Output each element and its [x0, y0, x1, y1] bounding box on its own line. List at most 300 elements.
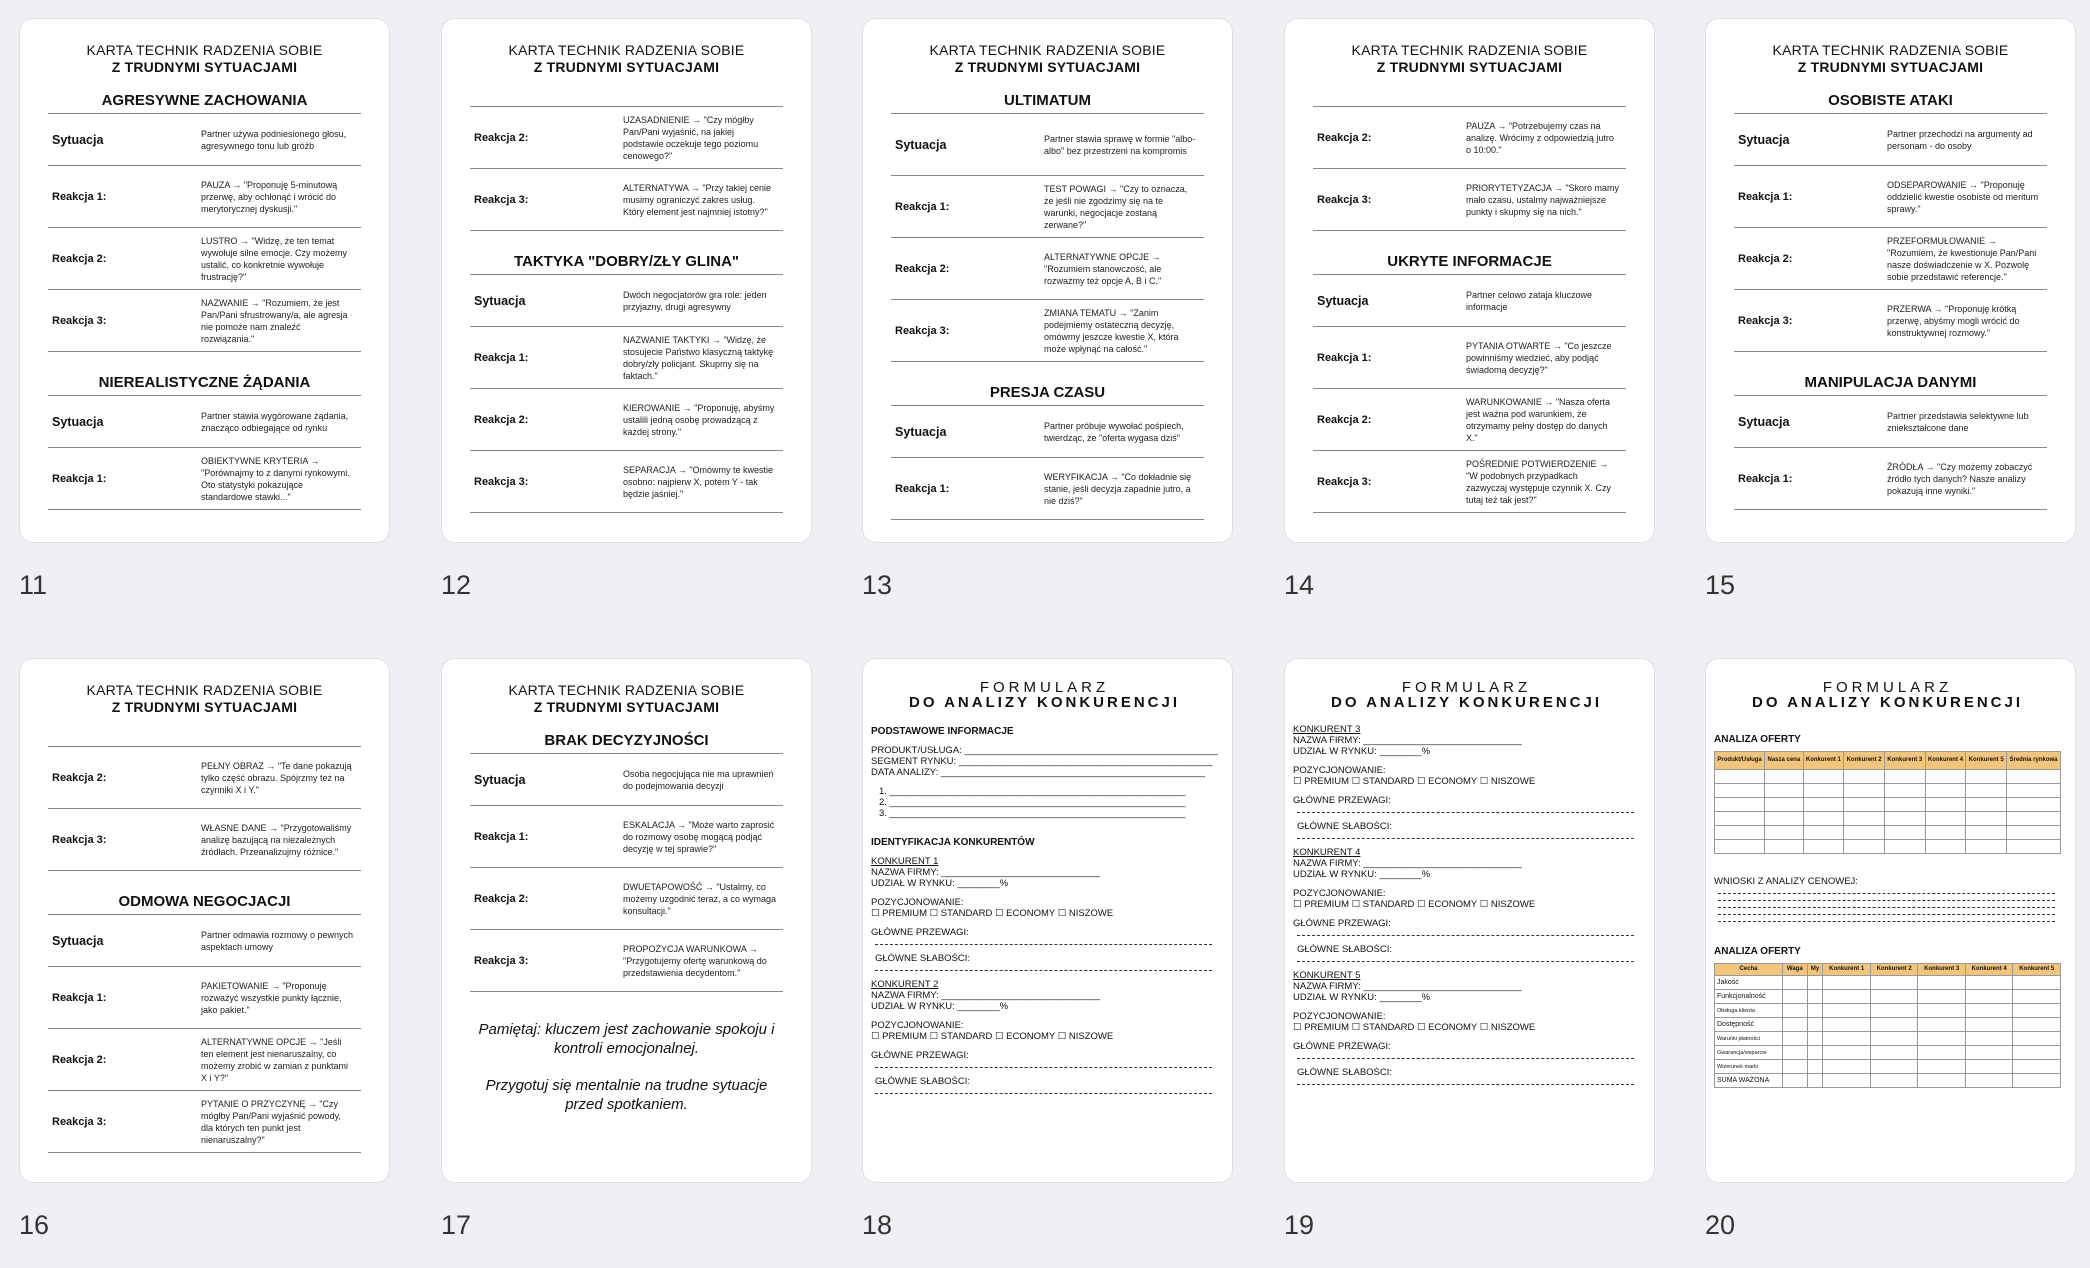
- row-label: Reakcja 1:: [1738, 472, 1793, 485]
- row-text: PAUZA → "Potrzebujemy czas na analizę. Wrócimy z odpowiedzią jutro o 10:00.": [1466, 120, 1614, 155]
- row-label: Reakcja 2:: [52, 771, 107, 784]
- table-cell[interactable]: [1844, 784, 1885, 798]
- row-label: Sytuacja: [1738, 132, 1790, 147]
- row-text: PRZEFORMUŁOWANIE → "Rozumiem, że kwestionuje Pan/Pani nasze doświadczenie w X. Pozwolę sobie przedstawić referencje.": [1887, 235, 2037, 282]
- strengths-field: [1297, 806, 1634, 813]
- table-cell[interactable]: [1803, 840, 1844, 854]
- row-text: NAZWANIE → "Rozumiem, że jest Pan/Pani sfrustrowany/a, ale agresja nie pomoże nam znaleźć rozwiązania.": [201, 297, 348, 344]
- page-thumbnail-19[interactable]: [1284, 658, 1655, 1183]
- positioning-options: ☐ PREMIUM ☐ STANDARD ☐ ECONOMY ☐ NISZOWE: [1293, 899, 1536, 910]
- firm-name-field: NAZWA FIRMY: ______________________________: [1293, 735, 1522, 746]
- table-cell[interactable]: [1823, 1018, 1871, 1032]
- technique-row: [48, 1029, 361, 1091]
- technique-row: [48, 1091, 361, 1153]
- page-thumbnail-12[interactable]: [441, 18, 812, 543]
- technique-row: [1734, 396, 2047, 448]
- competitor-block: [1293, 847, 1640, 962]
- header-line-1: KARTA TECHNIK RADZENIA SOBIE: [86, 42, 323, 58]
- technique-row: [470, 868, 783, 930]
- competitor-name: KONKURENT 1: [871, 856, 939, 867]
- table-header-cell: My: [1807, 964, 1823, 976]
- table-cell[interactable]: [1844, 826, 1885, 840]
- weaknesses-label: GŁÓWNE SŁABOŚCI:: [875, 1076, 971, 1087]
- table-cell[interactable]: [2007, 812, 2061, 826]
- row-text: ESKALACJA → "Może warto zaprosić do rozmowy osobę mogącą podjąć decyzję w tej sprawie?": [623, 819, 775, 854]
- form-title-2: DO ANALIZY KONKURENCJI: [1330, 694, 1602, 711]
- table-cell[interactable]: [1884, 840, 1925, 854]
- table-cell[interactable]: [1715, 798, 1765, 812]
- form-title-1: FORMULARZ: [979, 679, 1110, 696]
- section-title: AGRESYWNE ZACHOWANIA: [48, 92, 361, 114]
- section-title: ANALIZA OFERTY: [1714, 734, 1801, 745]
- row-text: TEST POWAGI → "Czy to oznacza, że jeśli nie zgodzimy się na te warunki, negocjacje zostaną zerwane?": [1044, 183, 1188, 230]
- table-cell[interactable]: [1823, 1046, 1871, 1060]
- table-cell[interactable]: [1803, 812, 1844, 826]
- table-cell[interactable]: [1884, 784, 1925, 798]
- table-row: [1715, 1074, 2061, 1088]
- technique-row: [48, 290, 361, 352]
- table-row: [1715, 784, 2061, 798]
- strengths-label: GŁÓWNE PRZEWAGI:: [871, 927, 969, 938]
- header-line-1: KARTA TECHNIK RADZENIA SOBIE: [508, 42, 745, 58]
- table-cell[interactable]: [1844, 798, 1885, 812]
- market-share-field: UDZIAŁ W RYNKU: ________%: [1293, 869, 1431, 880]
- table-row: [1715, 1060, 2061, 1074]
- table-header-cell: Konkurent 2: [1844, 752, 1885, 770]
- table-cell[interactable]: [1965, 1032, 2013, 1046]
- page-thumbnail-15[interactable]: [1705, 18, 2076, 543]
- strengths-field: [1297, 929, 1634, 936]
- product-field: PRODUKT/USŁUGA: ________________________________________________: [871, 745, 1218, 756]
- feature-name: Wizerunek marki: [1715, 1060, 1783, 1074]
- table-cell[interactable]: [1918, 1060, 1966, 1074]
- table-cell[interactable]: [1715, 840, 1765, 854]
- row-label: Reakcja 1:: [52, 991, 107, 1004]
- table-cell[interactable]: [1844, 840, 1885, 854]
- table-cell[interactable]: [1966, 812, 2007, 826]
- row-text: PRIORYTETYZACJA → "Skoro mamy mało czasu, ustalmy najważniejsze punkty i skupmy się na nich.": [1466, 182, 1620, 217]
- table-cell[interactable]: [1807, 1074, 1823, 1088]
- row-label: Reakcja 2:: [1738, 252, 1793, 265]
- table-cell[interactable]: [1965, 1060, 2013, 1074]
- positioning-label: POZYCJONOWANIE:: [871, 1020, 964, 1031]
- positioning-options: ☐ PREMIUM ☐ STANDARD ☐ ECONOMY ☐ NISZOWE: [1293, 1022, 1536, 1033]
- table-cell[interactable]: [1823, 1074, 1871, 1088]
- table-cell[interactable]: [1844, 812, 1885, 826]
- table-cell[interactable]: [1870, 1060, 1918, 1074]
- section-title: TAKTYKA "DOBRY/ZŁY GLINA": [470, 253, 783, 275]
- table-cell[interactable]: [2007, 840, 2061, 854]
- technique-row: [48, 915, 361, 967]
- section-title: ANALIZA OFERTY: [1714, 946, 1801, 957]
- table-cell[interactable]: [1918, 1004, 1966, 1018]
- table-cell[interactable]: [1765, 840, 1803, 854]
- market-share-field: UDZIAŁ W RYNKU: ________%: [871, 1001, 1009, 1012]
- header-line-2: Z TRUDNYMI SYTUACJAMI: [533, 59, 720, 75]
- table-row: [1715, 826, 2061, 840]
- page-number: 11: [19, 570, 48, 600]
- table-cell[interactable]: [1966, 770, 2007, 784]
- table-cell[interactable]: [1844, 770, 1885, 784]
- technique-row: [470, 451, 783, 513]
- form-title: [1293, 680, 1640, 710]
- weaknesses-label: GŁÓWNE SŁABOŚCI:: [875, 953, 971, 964]
- table-cell[interactable]: [1870, 1046, 1918, 1060]
- table-cell[interactable]: [1870, 990, 1918, 1004]
- feature-name: Dostępność: [1715, 1018, 1783, 1032]
- technique-row: [1313, 169, 1626, 231]
- list-item: 1. ________________________________________________________: [879, 786, 1186, 797]
- row-label: Reakcja 3:: [52, 833, 107, 846]
- table-cell[interactable]: [1807, 990, 1823, 1004]
- section-title: ODMOWA NEGOCJACJI: [48, 893, 361, 915]
- technique-row: [1313, 451, 1626, 513]
- table-cell[interactable]: [1965, 976, 2013, 990]
- page-header: [1734, 42, 2047, 76]
- table-cell[interactable]: [1925, 840, 1966, 854]
- row-label: Reakcja 2:: [1317, 131, 1372, 144]
- table-cell[interactable]: [2007, 798, 2061, 812]
- technique-row: [48, 228, 361, 290]
- header-line-2: Z TRUDNYMI SYTUACJAMI: [1797, 59, 1984, 75]
- table-cell[interactable]: [1823, 990, 1871, 1004]
- table-cell[interactable]: [1884, 812, 1925, 826]
- competitor-name: KONKURENT 4: [1293, 847, 1361, 858]
- table-cell[interactable]: [1884, 826, 1925, 840]
- table-row: [1715, 812, 2061, 826]
- table-row: [1715, 990, 2061, 1004]
- page-thumbnail-13[interactable]: [862, 18, 1233, 543]
- table-cell[interactable]: [1823, 976, 1871, 990]
- row-text: ŹRÓDŁA → "Czy możemy zobaczyć źródło tych danych? Nasze analizy pokazują inne wyniki.": [1887, 461, 2033, 496]
- feature-name: Warunki płatności: [1715, 1032, 1783, 1046]
- positioning-label: POZYCJONOWANIE:: [871, 897, 964, 908]
- table-cell[interactable]: [1782, 1018, 1807, 1032]
- row-text: PYTANIA OTWARTE → "Co jeszcze powinniśmy wiedzieć, aby podjąć świadomą decyzję?": [1466, 340, 1612, 375]
- row-text: Dwóch negocjatorów gra role: jeden przyjazny, drugi agresywny: [623, 289, 767, 312]
- table-cell[interactable]: [1823, 1004, 1871, 1018]
- conclusions-field: [1718, 901, 2055, 908]
- table-cell[interactable]: [2007, 784, 2061, 798]
- row-text: ODSEPAROWANIE → "Proponuję oddzielić kwestie osobiste od meritum sprawy.": [1887, 179, 2039, 214]
- table-header-cell: Konkurent 2: [1870, 964, 1918, 976]
- table-row: [1715, 1032, 2061, 1046]
- table-cell[interactable]: [1918, 990, 1966, 1004]
- weaknesses-field: [1297, 1078, 1634, 1085]
- technique-row: [470, 169, 783, 231]
- table-cell[interactable]: [1715, 770, 1765, 784]
- row-text: ALTERNATYWNE OPCJE → "Jeśli ten element jest nienaruszalny, co możemy zrobić w zamian z punktami X i Y?": [201, 1036, 349, 1083]
- technique-row: [48, 967, 361, 1029]
- technique-row: [1313, 327, 1626, 389]
- page-thumbnail-17[interactable]: [441, 658, 812, 1183]
- row-text: Osoba negocjująca nie ma uprawnień do podejmowania decyzji: [623, 768, 774, 791]
- table-cell[interactable]: [1803, 784, 1844, 798]
- table-cell[interactable]: [1715, 812, 1765, 826]
- market-share-field: UDZIAŁ W RYNKU: ________%: [1293, 746, 1431, 757]
- form-title-2: DO ANALIZY KONKURENCJI: [1751, 694, 2023, 711]
- table-cell[interactable]: [1918, 1032, 1966, 1046]
- reminder-note: Pamiętaj: kluczem jest zachowanie spokoju i kontroli emocjonalnej.: [478, 1021, 775, 1057]
- technique-row: [48, 809, 361, 871]
- table-cell[interactable]: [1870, 1004, 1918, 1018]
- table-cell[interactable]: [1782, 1046, 1807, 1060]
- table-cell[interactable]: [1925, 784, 1966, 798]
- feature-name: Gwarancja/wsparcie: [1715, 1046, 1783, 1060]
- table-cell[interactable]: [1918, 1046, 1966, 1060]
- header-line-2: Z TRUDNYMI SYTUACJAMI: [1376, 59, 1563, 75]
- table-cell[interactable]: [2013, 1074, 2061, 1088]
- strengths-label: GŁÓWNE PRZEWAGI:: [871, 1050, 969, 1061]
- table-row: [1715, 1018, 2061, 1032]
- table-cell[interactable]: [1966, 798, 2007, 812]
- conclusions-field: [1718, 915, 2055, 922]
- table-cell[interactable]: [1925, 770, 1966, 784]
- table-cell[interactable]: [1966, 840, 2007, 854]
- row-text: PAKIETOWANIE → "Proponuję rozważyć wszystkie punkty łącznie, jako pakiet.": [201, 980, 342, 1015]
- table-cell[interactable]: [2013, 1060, 2061, 1074]
- header-line-1: KARTA TECHNIK RADZENIA SOBIE: [86, 682, 323, 698]
- table-cell[interactable]: [2013, 1046, 2061, 1060]
- table-cell[interactable]: [1870, 1018, 1918, 1032]
- technique-row: [1313, 107, 1626, 169]
- table-cell[interactable]: [2013, 1018, 2061, 1032]
- row-text: Partner używa podniesionego głosu, agresywnego tonu lub gróźb: [201, 128, 347, 151]
- row-text: PEŁNY OBRAZ → "Te dane pokazują tylko część obrazu. Spójrzmy też na czynniki X i Y.": [201, 760, 352, 795]
- table-row: [1715, 976, 2061, 990]
- section-title: OSOBISTE ATAKI: [1734, 92, 2047, 114]
- table-cell[interactable]: [1715, 784, 1765, 798]
- table-cell[interactable]: [1925, 826, 1966, 840]
- table-cell[interactable]: [1807, 1018, 1823, 1032]
- table-cell[interactable]: [1807, 1060, 1823, 1074]
- page-number: 13: [862, 570, 893, 600]
- table-cell[interactable]: [1765, 826, 1803, 840]
- header-line-1: KARTA TECHNIK RADZENIA SOBIE: [929, 42, 1166, 58]
- row-label: Reakcja 3:: [52, 314, 107, 327]
- page-thumbnail-16[interactable]: [19, 658, 390, 1183]
- feature-name: Obsługa klienta: [1715, 1004, 1783, 1018]
- firm-name-field: NAZWA FIRMY: ______________________________: [1293, 981, 1522, 992]
- page-number: 19: [1284, 1210, 1315, 1240]
- row-label: Reakcja 1:: [1317, 351, 1372, 364]
- weaknesses-label: GŁÓWNE SŁABOŚCI:: [1297, 1067, 1393, 1078]
- form-title: [871, 680, 1218, 710]
- technique-row: [48, 448, 361, 510]
- page-header: [48, 682, 361, 716]
- table-cell[interactable]: [1965, 1046, 2013, 1060]
- table-cell[interactable]: [2013, 1032, 2061, 1046]
- row-text: SEPARACJA → "Omówmy te kwestie osobno: najpierw X, potem Y - tak będzie jaśniej.": [623, 464, 774, 499]
- feature-analysis-table: [1714, 963, 2061, 1088]
- row-text: NAZWANIE TAKTYKI → "Widzę, że stosujecie Państwo klasyczną taktykę dobry/zły policjant. Skupmy się na faktach.": [623, 334, 774, 381]
- table-cell[interactable]: [1918, 1018, 1966, 1032]
- table-cell[interactable]: [1807, 1004, 1823, 1018]
- row-label: Reakcja 1:: [52, 190, 107, 203]
- row-label: Reakcja 3:: [1738, 314, 1793, 327]
- table-cell[interactable]: [2013, 1004, 2061, 1018]
- table-cell[interactable]: [1765, 798, 1803, 812]
- section-title: MANIPULACJA DANYMI: [1734, 374, 2047, 396]
- technique-row: [48, 396, 361, 448]
- row-text: WARUNKOWANIE → "Nasza oferta jest ważna pod warunkiem, że otrzymamy pełny dostęp do danych X.": [1466, 396, 1611, 443]
- page-number: 20: [1705, 1210, 1736, 1240]
- row-text: PYTANIE O PRZYCZYNĘ → "Czy mógłby Pan/Pani wyjaśnić powody, dla których ten punkt jest nienaruszalny?": [201, 1098, 341, 1145]
- row-label: Sytuacja: [52, 414, 104, 429]
- table-cell[interactable]: [1918, 1074, 1966, 1088]
- segment-field: SEGMENT RYNKU: ________________________________________________: [871, 756, 1213, 767]
- row-label: Reakcja 2:: [52, 252, 107, 265]
- table-cell[interactable]: [1782, 1060, 1807, 1074]
- row-label: Reakcja 3:: [474, 954, 529, 967]
- competitor-name: KONKURENT 2: [871, 979, 939, 990]
- row-text: Partner stawia sprawę w formie "albo-albo" bez przestrzeni na kompromis: [1044, 133, 1196, 156]
- table-cell[interactable]: [1782, 990, 1807, 1004]
- row-text: PRZERWA → "Proponuję krótką przerwę, abyśmy mogli wrócić do konstruktywnej rozmowy.": [1887, 303, 2020, 338]
- page-thumbnail-14[interactable]: [1284, 18, 1655, 543]
- table-cell[interactable]: [1870, 1074, 1918, 1088]
- table-cell[interactable]: [1782, 1032, 1807, 1046]
- row-text: Partner przedstawia selektywne lub zniekształcone dane: [1887, 410, 2029, 433]
- table-cell[interactable]: [1782, 1004, 1807, 1018]
- technique-row: [48, 166, 361, 228]
- row-text: Partner odmawia rozmowy o pewnych aspektach umowy: [201, 929, 354, 952]
- table-cell[interactable]: [1965, 1018, 2013, 1032]
- table-cell[interactable]: [1965, 1074, 2013, 1088]
- table-cell[interactable]: [1782, 1074, 1807, 1088]
- technique-row: [1313, 389, 1626, 451]
- weaknesses-field: [1297, 955, 1634, 962]
- firm-name-field: NAZWA FIRMY: ______________________________: [871, 990, 1100, 1001]
- row-text: ALTERNATYWNE OPCJE → "Rozumiem stanowczość, ale rozważmy też opcje A, B i C.": [1044, 251, 1162, 286]
- header-line-2: Z TRUDNYMI SYTUACJAMI: [954, 59, 1141, 75]
- table-cell[interactable]: [1823, 1032, 1871, 1046]
- conclusions-field: [1718, 908, 2055, 915]
- strengths-label: GŁÓWNE PRZEWAGI:: [1293, 1041, 1391, 1052]
- list-item: 3. ________________________________________________________: [879, 808, 1186, 819]
- page-number: 15: [1705, 570, 1736, 600]
- table-cell[interactable]: [1918, 976, 1966, 990]
- positioning-options: ☐ PREMIUM ☐ STANDARD ☐ ECONOMY ☐ NISZOWE: [871, 1031, 1114, 1042]
- table-cell[interactable]: [2013, 990, 2061, 1004]
- weaknesses-field: [875, 1087, 1212, 1094]
- row-text: POŚREDNIE POTWIERDZENIE → "W podobnych przypadkach zazwyczaj występuje czynnik X. Czy tutaj też tak jest?": [1466, 458, 1612, 505]
- table-cell[interactable]: [2007, 826, 2061, 840]
- technique-row: [891, 406, 1204, 458]
- table-cell[interactable]: [1823, 1060, 1871, 1074]
- strengths-field: [875, 938, 1212, 945]
- positioning-options: ☐ PREMIUM ☐ STANDARD ☐ ECONOMY ☐ NISZOWE: [871, 908, 1114, 919]
- technique-row: [891, 458, 1204, 520]
- conclusions-field: [1718, 894, 2055, 901]
- table-cell[interactable]: [1966, 826, 2007, 840]
- table-cell[interactable]: [1807, 1032, 1823, 1046]
- competitor-name: KONKURENT 5: [1293, 970, 1361, 981]
- page-number: 17: [441, 1210, 472, 1240]
- table-cell[interactable]: [1884, 798, 1925, 812]
- firm-name-field: NAZWA FIRMY: ______________________________: [1293, 858, 1522, 869]
- table-cell[interactable]: [1782, 976, 1807, 990]
- page-header: [891, 42, 1204, 76]
- conclusions-field: [1718, 887, 2055, 894]
- table-cell[interactable]: [1803, 770, 1844, 784]
- section-title: IDENTYFIKACJA KONKURENTÓW: [871, 837, 1035, 848]
- row-label: Reakcja 1:: [895, 200, 950, 213]
- row-label: Reakcja 3:: [1317, 193, 1372, 206]
- row-label: Reakcja 3:: [474, 475, 529, 488]
- table-cell[interactable]: [1870, 976, 1918, 990]
- page-header: [48, 42, 361, 76]
- table-cell[interactable]: [1807, 1046, 1823, 1060]
- table-header-cell: Konkurent 3: [1918, 964, 1966, 976]
- row-text: Partner celowo zataja kluczowe informacje: [1466, 289, 1593, 312]
- row-label: Reakcja 1:: [895, 482, 950, 495]
- weaknesses-label: GŁÓWNE SŁABOŚCI:: [1297, 821, 1393, 832]
- table-cell[interactable]: [1715, 826, 1765, 840]
- section-title: NIEREALISTYCZNE ŻĄDANIA: [48, 374, 361, 396]
- weaknesses-field: [875, 964, 1212, 971]
- competitor-name: KONKURENT 3: [1293, 724, 1361, 735]
- row-label: Sytuacja: [474, 293, 526, 308]
- technique-row: [470, 327, 783, 389]
- firm-name-field: NAZWA FIRMY: ______________________________: [871, 867, 1100, 878]
- technique-row: [891, 238, 1204, 300]
- table-header-cell: Produkt/Usługa: [1715, 752, 1765, 770]
- technique-row: [1734, 166, 2047, 228]
- page-number: 16: [19, 1210, 50, 1240]
- table-cell[interactable]: [1870, 1032, 1918, 1046]
- row-text: Partner stawia wygórowane żądania, znacząco odbiegające od rynku: [201, 410, 349, 433]
- table-header-cell: Cecha: [1715, 964, 1783, 976]
- header-line-2: Z TRUDNYMI SYTUACJAMI: [533, 699, 720, 715]
- table-cell[interactable]: [1803, 798, 1844, 812]
- table-header-cell: Konkurent 4: [1965, 964, 2013, 976]
- table-row: [1715, 840, 2061, 854]
- header-line-1: KARTA TECHNIK RADZENIA SOBIE: [1772, 42, 2009, 58]
- table-cell[interactable]: [1925, 812, 1966, 826]
- table-cell[interactable]: [1965, 990, 2013, 1004]
- row-label: Sytuacja: [474, 772, 526, 787]
- table-cell[interactable]: [2007, 770, 2061, 784]
- table-row: [1715, 1046, 2061, 1060]
- table-cell[interactable]: [1765, 784, 1803, 798]
- row-label: Sytuacja: [52, 933, 104, 948]
- row-label: Reakcja 2:: [52, 1053, 107, 1066]
- table-cell[interactable]: [1803, 826, 1844, 840]
- row-text: WŁASNE DANE → "Przygotowaliśmy analizę bazującą na niezależnych źródłach. Przeanalizujmy różnice.": [201, 822, 352, 857]
- table-cell[interactable]: [1966, 784, 2007, 798]
- section-title: UKRYTE INFORMACJE: [1313, 253, 1626, 275]
- section-title: BRAK DECYZYJNOŚCI: [470, 732, 783, 754]
- table-cell[interactable]: [2013, 976, 2061, 990]
- table-cell[interactable]: [1765, 770, 1803, 784]
- price-conclusions-label: WNIOSKI Z ANALIZY CENOWEJ:: [1714, 876, 1858, 887]
- page-thumbnail-18[interactable]: [862, 658, 1233, 1183]
- table-header-cell: Konkurent 5: [1966, 752, 2007, 770]
- table-cell[interactable]: [1884, 770, 1925, 784]
- competitor-block: [1293, 724, 1640, 839]
- table-cell[interactable]: [1765, 812, 1803, 826]
- page-thumbnail-11[interactable]: [19, 18, 390, 543]
- table-cell[interactable]: [1925, 798, 1966, 812]
- page-thumbnail-20[interactable]: [1705, 658, 2076, 1183]
- row-text: PROPOZYCJA WARUNKOWA → "Przygotujemy ofertę warunkową do przedstawienia decydentom.": [623, 943, 767, 978]
- strengths-field: [1297, 1052, 1634, 1059]
- row-label: Reakcja 2:: [1317, 413, 1372, 426]
- table-cell[interactable]: [1965, 1004, 2013, 1018]
- table-cell[interactable]: [1807, 976, 1823, 990]
- row-text: ALTERNATYWA → "Przy takiej cenie musimy ograniczyć zakres usług. Który element jest najmniej istotny?": [623, 182, 772, 217]
